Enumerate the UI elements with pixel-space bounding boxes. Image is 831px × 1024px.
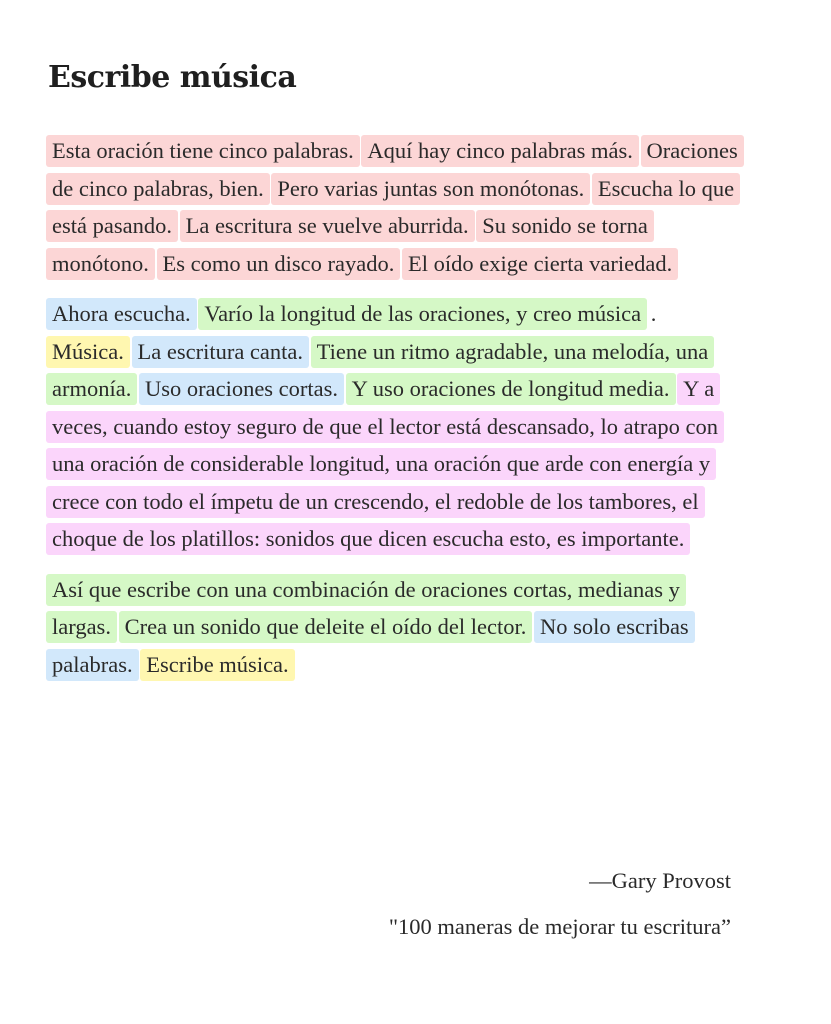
sentence-highlight-red: La escritura se vuelve aburrida. [180, 210, 475, 242]
sentence-highlight-pink: Y a veces, cuando estoy seguro de que el lector está descansado, lo atrapo con una oración de considerable longitud, una oración que arde con energía y crece con todo el ímpetu de un crescendo, el redoble de los tambores, el choque de los platillos: sonidos que dicen escucha esto, es importante. [46, 373, 724, 555]
sentence-highlight-red: Escucha lo que está pasando. [46, 173, 740, 243]
quote-book-title: "100 maneras de mejorar tu escritura” [388, 914, 731, 939]
sentence-highlight-blue: No solo escribas palabras. [46, 611, 695, 681]
sentence-highlight-red: Pero varias juntas son monótonas. [271, 173, 590, 205]
quote-author: —Gary Provost [589, 868, 731, 893]
sentence-highlight-blue: La escritura canta. [132, 336, 310, 368]
sentence-highlight-red: El oído exige cierta variedad. [402, 248, 678, 280]
sentence-highlight-green: Varío la longitud de las oraciones, y creo música [198, 298, 647, 330]
body-text [48, 132, 748, 683]
sentence-highlight-green: Así que escribe con una combinación de oraciones cortas, medianas y largas. [46, 574, 686, 644]
article [48, 60, 748, 696]
sentence-highlight-blue: Uso oraciones cortas. [139, 373, 344, 405]
sentence-highlight-yellow: Música. [46, 336, 130, 368]
sentence-highlight-green: Tiene un ritmo agradable, una melodía, una armonía. [46, 336, 714, 406]
paragraph [48, 132, 738, 282]
sentence-highlight-blue: Ahora escucha. [46, 298, 197, 330]
sentence-highlight-red: Es como un disco rayado. [157, 248, 401, 280]
sentence-highlight-green: Y uso oraciones de longitud media. [346, 373, 676, 405]
sentence-highlight-red: Esta oración tiene cinco palabras. [46, 135, 360, 167]
sentence-highlight-green: Crea un sonido que deleite el oído del lector. [119, 611, 533, 643]
sentence-highlight-red: Oraciones de cinco palabras, bien. [46, 135, 744, 205]
paragraph [48, 571, 738, 684]
punctuation: . [650, 301, 657, 326]
page-title: Escribe música [48, 60, 297, 95]
sentence-highlight-red: Su sonido se torna monótono. [46, 210, 654, 280]
paragraph [48, 295, 738, 558]
sentence-highlight-yellow: Escribe música. [140, 649, 294, 681]
sentence-highlight-red: Aquí hay cinco palabras más. [361, 135, 639, 167]
